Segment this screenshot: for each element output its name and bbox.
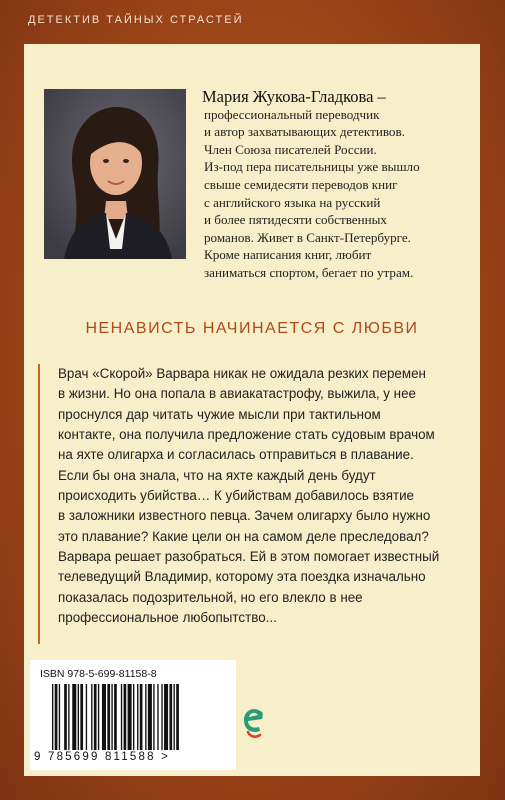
annotation-text	[58, 364, 466, 628]
bio-line: и более пятидесяти собственных	[204, 212, 387, 228]
barcode-bar	[153, 684, 154, 750]
author-name: Мария Жукова-Гладкова –	[202, 87, 386, 106]
annotation-line: Если бы она знала, что на яхте каждый день будут	[58, 467, 376, 483]
barcode-bar	[91, 684, 92, 750]
annotation-line: Варвара решает разобраться. Ей в этом помогает известный	[58, 549, 440, 565]
book-title: НЕНАВИСТЬ НАЧИНАЕТСЯ С ЛЮБВИ	[85, 320, 419, 337]
annotation-line: Врач «Скорой» Варвара никак не ожидала резких перемен	[58, 366, 426, 381]
barcode-bar	[161, 684, 162, 750]
barcode-digits: 9 785699 811588 >	[34, 751, 170, 763]
bio-line: Член Союза писателей России.	[204, 141, 377, 157]
barcode-bar	[98, 684, 99, 750]
barcode-bar	[128, 684, 132, 750]
barcode-bar	[64, 684, 67, 750]
barcode-bar	[121, 684, 122, 750]
barcode-bar	[145, 684, 146, 750]
annotation-line: в заложники известного певца. Зачем олигарху было нужно	[58, 508, 431, 524]
barcode-bar	[124, 684, 127, 750]
annotation-line: проснулся дар читать чужие мысли при тактильном	[58, 406, 381, 422]
content-panel	[24, 44, 480, 776]
barcode-bar	[111, 684, 112, 750]
barcode-bar	[133, 684, 134, 750]
barcode-bar	[68, 684, 69, 750]
bio-line: и автор захватывающих детективов.	[204, 124, 405, 140]
bio-line: профессиональный переводчик	[204, 106, 380, 122]
barcode-bar	[72, 684, 76, 750]
annotation-line: происходить убийства… К убийствам добавилось взятие	[58, 488, 415, 504]
barcode-bar	[94, 684, 97, 750]
isbn-label: ISBN 978-5-699-81158-8	[40, 668, 157, 680]
barcode-box	[30, 660, 236, 770]
annotation-line: это плавание? Какие цели он на самом деле преследовал?	[58, 528, 429, 544]
barcode-bar	[114, 684, 117, 750]
barcode-bar	[78, 684, 79, 750]
barcode-bar	[102, 684, 106, 750]
barcode-bar	[86, 684, 87, 750]
series-name: ДЕТЕКТИВ ТАЙНЫХ СТРАСТЕЙ	[28, 14, 244, 26]
bio-line: заниматься спортом, бегает по утрам.	[204, 264, 414, 280]
barcode-bar	[140, 684, 143, 750]
barcode-bar	[107, 684, 110, 750]
barcode-bar	[80, 684, 83, 750]
annotation-line: показалась подозрительной, но его влекло в нее	[58, 589, 363, 605]
annotation	[38, 364, 466, 644]
barcode-bar	[148, 684, 152, 750]
barcode-bar	[176, 684, 179, 750]
annotation-line: профессиональное любопытство...	[58, 610, 277, 626]
barcode	[52, 684, 222, 750]
bio-line: Кроме написания книг, любит	[204, 247, 372, 263]
barcode-bar	[157, 684, 158, 750]
barcode-bar	[55, 684, 58, 750]
barcode-bar	[174, 684, 175, 750]
barcode-bar	[169, 684, 172, 750]
publisher-e-logo-icon	[240, 704, 268, 740]
author-photo	[44, 89, 186, 259]
annotation-line: на яхте олигарха и согласилась отправиться в плавание.	[58, 447, 414, 463]
barcode-bar	[59, 684, 60, 750]
annotation-line: контакте, она получила предложение стать судовым врачом	[58, 427, 435, 443]
annotation-line: в жизни. Но она попала в авиакатастрофу, выжила, у нее	[58, 386, 416, 402]
author-bio	[202, 88, 466, 282]
barcode-bar	[52, 684, 53, 750]
annotation-line: телеведущий Владимир, которому эта поездка изначально	[58, 569, 426, 585]
bio-line: Из-под пера писательницы уже вышло	[204, 159, 420, 175]
bio-line: романов. Живет в Санкт-Петербурге.	[204, 229, 411, 245]
barcode-bar	[164, 684, 168, 750]
bio-line: с английского языка на русский	[204, 194, 381, 210]
accent-bar	[38, 364, 40, 644]
barcode-bar	[137, 684, 138, 750]
bio-line: свыше семидесяти переводов книг	[204, 176, 398, 192]
